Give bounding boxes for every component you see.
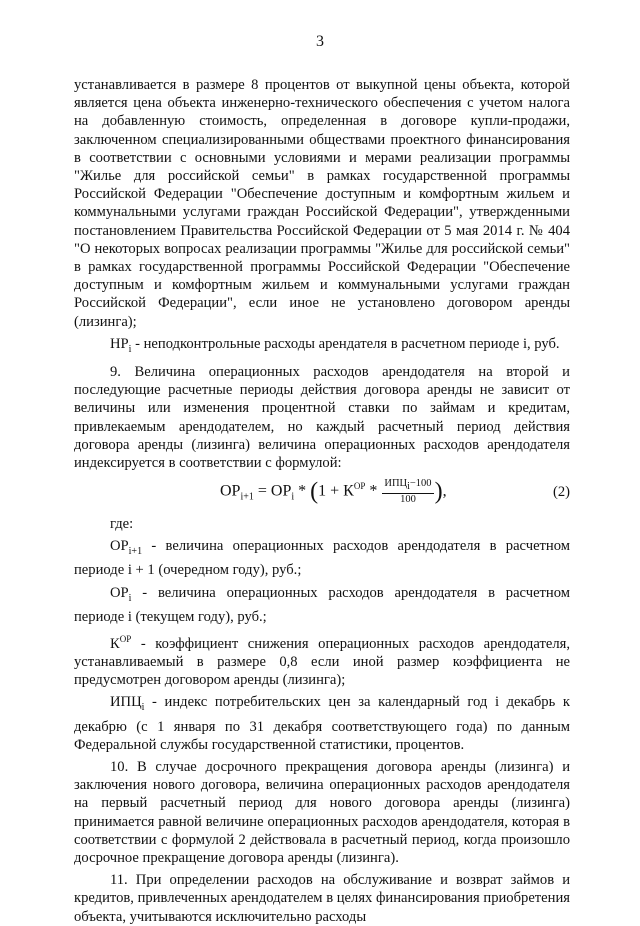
formula-tail: , [442, 482, 447, 500]
document-body [74, 76, 570, 926]
variable-subscript: i [141, 702, 145, 714]
variable-symbol: ОР [110, 584, 129, 601]
formula-op: ОР [270, 482, 292, 500]
paragraph: 11. При определении расходов на обслуживание и возврат займов и кредитов, привлеченных арендодателем в целях финансирования приобретения объекта, учитываются исключительно расходы [74, 872, 570, 925]
variable-definition [74, 584, 570, 626]
variable-definition [74, 693, 570, 754]
variable-subscript: i+1 [128, 546, 143, 558]
variable-symbol: К [110, 635, 120, 652]
variable-definition [74, 335, 570, 359]
variable-definition [74, 630, 570, 689]
variable-description: - коэффициент снижения операционных расходов арендодателя, устанавливаемый в размере 0,8 если иной размер коэффициента не предусмотрен договором аренды (лизинга); [74, 635, 570, 689]
variable-description: - величина операционных расходов арендодателя в расчетном периоде i (текущем году), руб.; [74, 584, 570, 625]
variable-description: - величина операционных расходов арендодателя в расчетном периоде i + 1 (очередном году), руб.; [74, 538, 570, 579]
open-paren: ( [310, 478, 319, 505]
variable-subscript: i [128, 343, 132, 355]
formula-number: (2) [552, 484, 570, 501]
formula-row [74, 475, 570, 511]
formula-lhs-subscript: i+1 [240, 491, 254, 503]
fraction-numerator [382, 478, 433, 494]
page-number: 3 [316, 33, 324, 50]
formula-fraction [382, 478, 433, 506]
paragraph: 10. В случае досрочного прекращения договора аренды (лизинга) и заключения нового договора, величина операционных расходов арендодателя на первый расчетный период для нового договора аренды (лизинга) принимается равной величине операционных расходов арендодателя, которая в соответствии с формулой 2 действовала в расчетный период, когда произошло досрочное прекращение договора аренды (лизинга). [74, 758, 570, 866]
variable-description: - индекс потребительских цен за календарный год i декабрь к декабрю (с 1 января по 31 декабря соответствующего года) по данным Федеральной службы государственной статистики, процентов. [74, 694, 570, 753]
formula-multiply: * [294, 482, 311, 500]
numerator-ipc: ИПЦ [384, 477, 408, 489]
variable-definition [74, 537, 570, 579]
close-paren: ) [434, 478, 443, 505]
formula-equals: = [253, 482, 271, 500]
formula-lhs: ОР [220, 482, 241, 500]
formula [220, 477, 447, 507]
formula-one-plus-k: 1 + К [318, 482, 354, 500]
numerator-tail: −100 [409, 477, 432, 489]
formula-k-superscript: ОР [353, 481, 366, 492]
variable-superscript: ОР [119, 634, 132, 644]
fraction-denominator: 100 [400, 493, 416, 505]
variable-symbol: ИПЦ [110, 694, 142, 711]
where-label: где: [110, 516, 134, 533]
formula-op-subscript: i [291, 491, 295, 503]
variable-symbol: ОР [110, 538, 129, 555]
variable-subscript: i [128, 592, 132, 604]
formula-multiply: * [365, 482, 382, 500]
paragraph: устанавливается в размере 8 процентов от выкупной цены объекта, которой является цена объекта инженерно-технического обеспечения с учетом налога на добавленную стоимость, определенная в договоре купли-продажи, заключенном специализированными обществами проектного финансирования в соответствии с основными условиями и мерами реализации программы "Жилье для российской семьи" в рамках государственной программы Российской Федерации "Обеспечение доступным и комфортным жильем и коммунальными услугами граждан Российской Федерации", утвержденными постановлением Правительства Российской Федерации от 5 мая 2014 г. № 404 "О некоторых вопросах реализации программы "Жилье для российской семьи" в рамках государственной программы Российской Федерации "Обеспечение доступным и комфортным жильем и коммунальными услугами граждан Российской Федерации", если иное не установлено договором аренды (лизинга); [74, 77, 570, 330]
variable-description: - неподконтрольные расходы арендателя в расчетном периоде i, руб. [131, 335, 560, 352]
paragraph: 9. Величина операционных расходов арендодателя на второй и последующие расчетные периоды действия договора аренды не зависит от величины или изменения процентной ставки по займам и кредитам, привлекаемым арендодателем, но каждый расчетный период действия договора аренды (лизинга) величина операционных расходов арендодателя индексируется в соответствии с формулой: [74, 363, 570, 471]
numerator-subscript: i [407, 480, 410, 492]
variable-symbol: НР [110, 335, 129, 352]
